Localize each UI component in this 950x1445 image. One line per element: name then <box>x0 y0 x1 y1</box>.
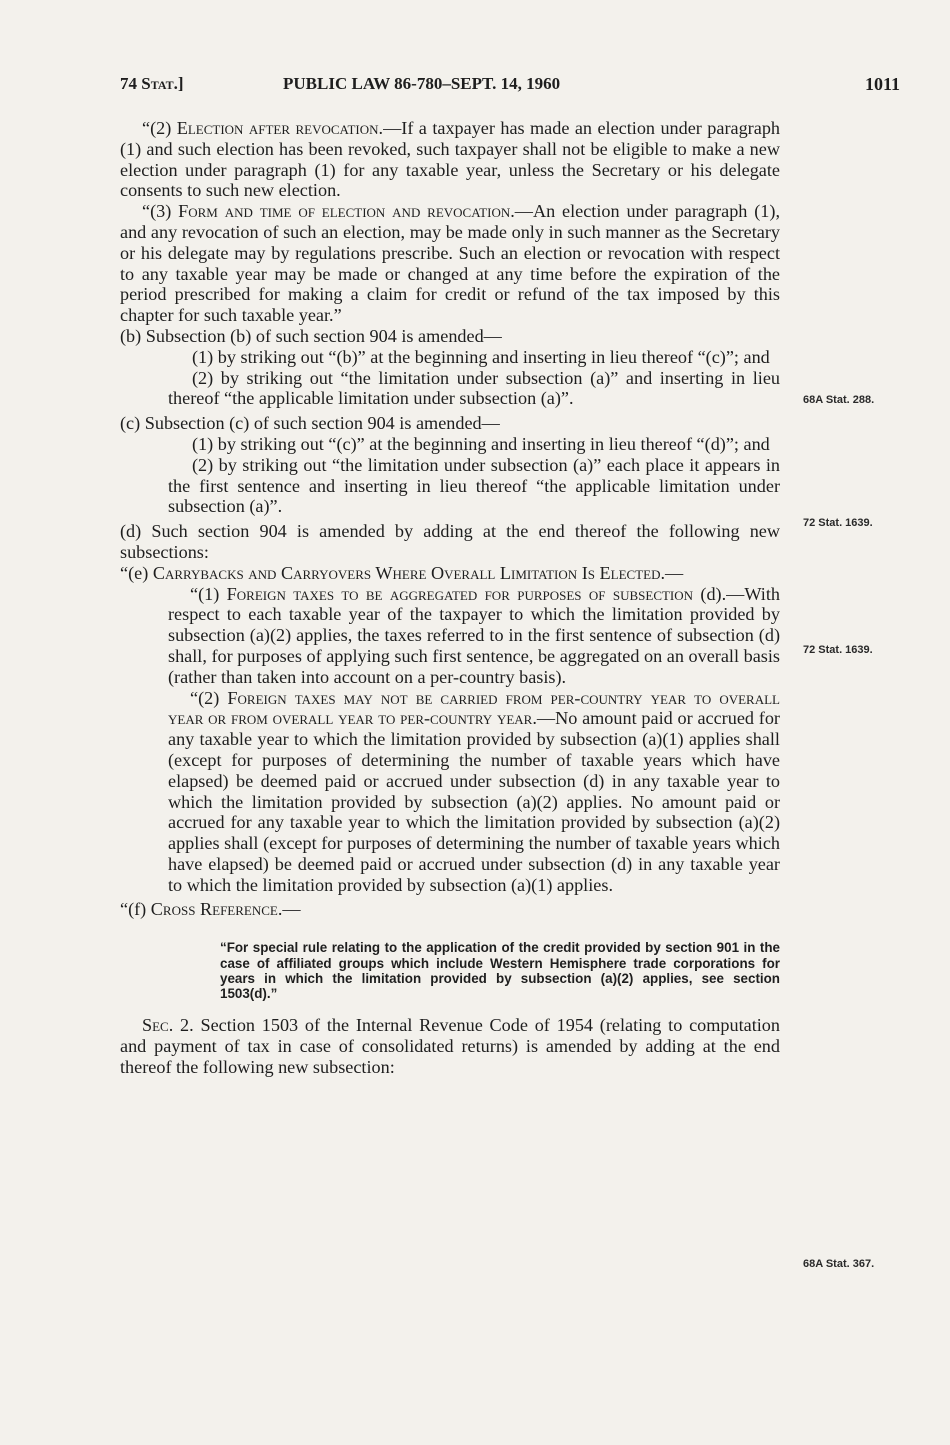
heading-e1: Foreign taxes to be aggregated for purposes of subsection <box>226 583 694 604</box>
header-title: PUBLIC LAW 86-780–SEPT. 14, 1960 <box>283 74 561 93</box>
page-header <box>120 74 900 98</box>
paragraph-e2: “(2) Foreign taxes may not be carried from per-country year to overall year or from overall year to per-country year.—No amount paid or accrued for any taxable year to which the limitation provided by subsection (a)(1) applies shall (except for purposes of determining the number of taxable years which have elapsed) be deemed paid or accrued under subsection (d) in any taxable year to which the limitation provided by subsection (a)(2) applies. No amount paid or accrued for any taxable year to which the limitation provided by subsection (a)(2) applies shall (except for purposes of determining the number of taxable years which have elapsed) be deemed paid or accrued under subsection (d) in any taxable year to which the limitation provided by subsection (a)(1) applies. <box>168 687 781 895</box>
subsection-e-paragraphs <box>120 584 780 896</box>
section-2-heading: Sec. 2. <box>142 1015 194 1036</box>
margin-note: 68A Stat. 367. <box>803 1258 875 1270</box>
heading-form-and-time: Form and time of election and revocation. <box>178 201 515 222</box>
page-body <box>120 118 780 1078</box>
page-number: 1011 <box>864 74 900 94</box>
clause-c2: (2) by striking out “the limitation under subsection (a)” each place it appears in the first sentence and inserting in lieu thereof “the applicable limitation under subsection (a)”. <box>168 454 780 517</box>
subsection-c-intro: (c) Subsection (c) of such section 904 is amended— <box>120 413 500 434</box>
paragraph-election-after-revocation: “(2) Election after revocation.—If a taxpayer has made an election under paragraph (1) and such election has been revoked, such taxpayer shall not be eligible to make a new election under paragraph (1) for any taxable year, unless the Secretary or his delegate consents to such new election. <box>120 118 781 201</box>
cross-reference-note: “For special rule relating to the application of the credit provided by section 901 in the case of affiliated groups which include Western Hemisphere trade corporations for years in which the limitation provided by subsection (a)(2) applies, see section 1503(d).” <box>220 940 780 1002</box>
clause-b2: (2) by striking out “the limitation under subsection (a)” and inserting in lieu thereof “the applicable limitation under subsection (a)”. <box>168 367 780 409</box>
subsection-b-clauses <box>120 347 780 409</box>
margin-note: 72 Stat. 1639. <box>803 517 873 529</box>
margin-note: 68A Stat. 288. <box>803 394 875 406</box>
subsection-b-intro: (b) Subsection (b) of such section 904 is amended— <box>120 325 502 346</box>
header-stat-ref: 74 Stat.] <box>120 74 184 93</box>
subsection-e-heading: “(e) Carrybacks and Carryovers Where Overall Limitation Is Elected.— <box>120 562 684 583</box>
paragraph-form-and-time: “(3) Form and time of election and revocation.—An election under paragraph (1), and any revocation of such an election, may be made only in such manner as the Secretary or his delegate may by regulations prescribe. Such an election or revocation with respect to any taxable year may be made or changed at any time before the expiration of the period prescribed for making a claim for credit or refund of the tax imposed by this chapter for such taxable year.” <box>120 201 781 326</box>
section-2: Sec. 2. Section 1503 of the Internal Revenue Code of 1954 (relating to computation and payment of tax in case of consolidated returns) is amended by adding at the end thereof the following new subsection: <box>120 1015 780 1078</box>
clause-b1: (1) by striking out “(b)” at the beginning and inserting in lieu thereof “(c)”; and <box>192 346 770 367</box>
margin-note: 72 Stat. 1639. <box>803 644 873 656</box>
heading-election-after-revocation: Election after revocation. <box>176 118 384 138</box>
subsection-c-clauses <box>120 434 780 517</box>
heading-e2: Foreign taxes may not be carried from per-country year to overall year or from overall year to per-country year. <box>168 687 781 729</box>
clause-c1: (1) by striking out “(c)” at the beginning and inserting in lieu thereof “(d)”; and <box>192 433 770 454</box>
paragraph-e1: “(1) Foreign taxes to be aggregated for purposes of subsection (d).—With respect to each taxable year of the taxpayer to which the limitation provided by subsection (a)(2) applies, the taxes referred to in the first sentence of subsection (d) shall, for purposes of applying such first sentence, be aggregated on an overall basis (rather than taken into account on a per-country basis). <box>168 583 780 687</box>
subsection-f-heading: “(f) Cross Reference.— <box>120 899 301 920</box>
subsection-d: (d) Such section 904 is amended by adding at the end thereof the following new subsections: <box>120 521 780 562</box>
